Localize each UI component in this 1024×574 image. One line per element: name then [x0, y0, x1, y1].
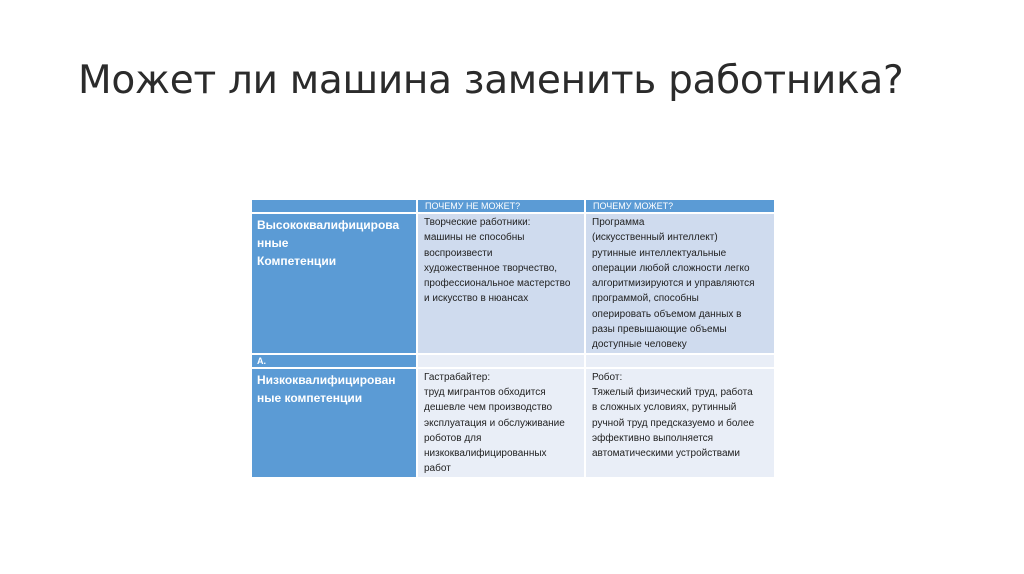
- cell-line: художественное творчество,: [424, 262, 558, 274]
- header-empty-cell: [251, 199, 417, 213]
- cell-line: эффективно выполняется: [592, 432, 714, 444]
- cell-line: Программа: [592, 217, 645, 228]
- cell-line: низкоквалифицированных: [424, 448, 547, 460]
- cell-line: разы превышающие объемы: [592, 324, 727, 336]
- cell-line: доступные человеку: [592, 339, 687, 351]
- cell-line: алгоритмизируются и управляются: [592, 278, 755, 290]
- cell-line: программой, способны: [592, 293, 699, 305]
- cell-high-skill-cant: [417, 213, 585, 354]
- cell-line: и искусство в нюансах: [424, 293, 529, 305]
- cell-line: труд мигрантов обходится: [424, 386, 546, 398]
- row-label-low-skill: [251, 368, 417, 478]
- row-label-line: Низкоквалифицирован: [257, 372, 396, 387]
- row-label-line: Компетенции: [257, 254, 337, 268]
- table-row-spacer: [251, 354, 775, 368]
- slide-title: Может ли машина заменить работника?: [78, 58, 904, 103]
- spacer-cell: [585, 354, 775, 368]
- row-label-line: ные компетенции: [257, 390, 363, 405]
- cell-low-skill-can: [585, 368, 775, 478]
- cell-line: Творческие работники:: [424, 217, 531, 228]
- cell-line: работ: [424, 463, 451, 475]
- header-cant: ПОЧЕМУ НЕ МОЖЕТ?: [417, 199, 585, 213]
- cell-line: Робот:: [592, 371, 623, 383]
- table-header-row: [251, 199, 775, 213]
- comparison-table: [250, 198, 776, 479]
- cell-line: (искусственный интеллект): [592, 232, 718, 244]
- row-label-spacer: А.: [251, 354, 417, 368]
- header-can: ПОЧЕМУ МОЖЕТ?: [585, 199, 775, 213]
- table-row-low-skill: [251, 368, 775, 478]
- cell-line: Гастрабайтер:: [424, 371, 491, 383]
- row-label-line: нные: [257, 236, 289, 250]
- cell-line: операции любой сложности легко: [592, 262, 750, 274]
- cell-line: машины не способны: [424, 232, 525, 244]
- cell-line: эксплуатация и обслуживание: [424, 417, 565, 429]
- cell-line: ручной труд предсказуемо и более: [592, 417, 755, 429]
- cell-high-skill-can: [585, 213, 775, 354]
- spacer-cell: [417, 354, 585, 368]
- cell-line: профессиональное мастерство: [424, 278, 571, 290]
- row-label-line: Высококвалифицирова: [257, 218, 400, 232]
- cell-line: оперировать объемом данных в: [592, 308, 742, 320]
- table-row-high-skill: [251, 213, 775, 354]
- cell-line: дешевле чем производство: [424, 402, 553, 414]
- cell-low-skill-cant: [417, 368, 585, 478]
- cell-line: автоматическими устройствами: [592, 448, 741, 460]
- cell-line: Тяжелый физический труд, работа: [592, 386, 753, 398]
- row-label-high-skill: [251, 213, 417, 354]
- cell-line: воспроизвести: [424, 247, 493, 259]
- cell-line: в сложных условиях, рутинный: [592, 402, 737, 414]
- cell-line: рутинные интеллектуальные: [592, 247, 727, 259]
- cell-line: роботов для: [424, 432, 482, 444]
